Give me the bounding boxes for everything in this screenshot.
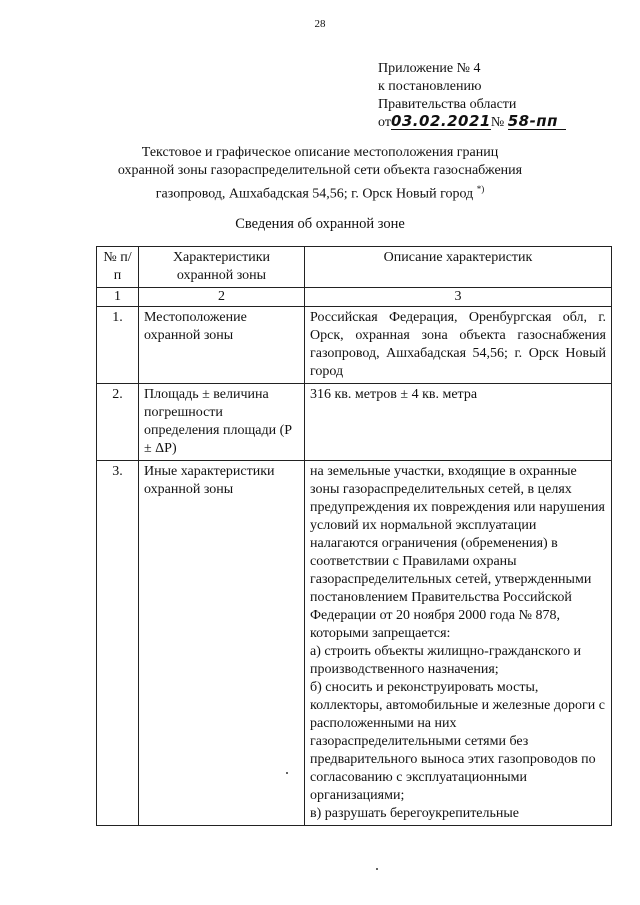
title-line-3 xyxy=(100,180,540,204)
annex-date-line xyxy=(378,114,566,132)
table-header-row xyxy=(97,247,612,288)
row-number: 1. xyxy=(97,307,139,384)
header-characteristics: Характеристики охранной зоны xyxy=(139,247,305,288)
title-line-2: охранной зоны газораспределительной сети объекта газоснабжения xyxy=(117,163,523,178)
scan-speck xyxy=(376,868,378,870)
row-description xyxy=(305,461,612,826)
table-numbering-row xyxy=(97,288,612,307)
header-number: № п/п xyxy=(97,247,139,288)
annex-authority: Правительства области xyxy=(378,97,517,112)
clause-b: б) сносить и реконструировать мосты, коллекторы, автомобильные и железные дороги с расположенными на них газораспределительными сетями без предварительного выноса этих газопроводов по согласованию с эксплуатационными организациями; xyxy=(310,680,605,803)
annex-block xyxy=(378,60,566,132)
footnote-mark: *) xyxy=(476,184,485,194)
table-row xyxy=(97,461,612,826)
page-number: 28 xyxy=(314,18,326,30)
zone-table xyxy=(96,246,612,826)
handwritten-date: 03.02.2021 xyxy=(390,112,491,130)
row-description: 316 кв. метров ± 4 кв. метра xyxy=(305,384,612,461)
column-number-1: 1 xyxy=(97,288,139,307)
title-line-1: Текстовое и графическое описание местоположения границ xyxy=(141,145,499,160)
header-description: Описание характеристик xyxy=(305,247,612,288)
annex-reference: к постановлению xyxy=(378,79,482,94)
scan-speck xyxy=(286,772,288,774)
date-prefix: от xyxy=(378,115,391,130)
row-description: Российская Федерация, Оренбургская обл, г. Орск, охранная зона объекта газоснабжения газопровод, Ашхабадская 54,56; г. Орск Новый город xyxy=(305,307,612,384)
column-number-2: 2 xyxy=(139,288,305,307)
section-heading: Сведения об охранной зоне xyxy=(235,216,405,232)
column-number-3: 3 xyxy=(305,288,612,307)
clause-a: а) строить объекты жилищно-гражданского и производственного назначения; xyxy=(310,644,581,677)
document-title xyxy=(100,144,540,204)
number-prefix: № xyxy=(490,115,505,130)
table-row xyxy=(97,384,612,461)
title-line-3-text: газопровод, Ашхабадская 54,56; г. Орск Новый город xyxy=(155,186,474,202)
table-row xyxy=(97,307,612,384)
handwritten-number: 58-пп xyxy=(508,114,566,130)
clause-c: в) разрушать берегоукрепительные xyxy=(310,806,520,821)
row-number: 2. xyxy=(97,384,139,461)
row-characteristic: Иные характеристики охранной зоны xyxy=(139,461,305,826)
row-characteristic: Площадь ± величина погрешности определения площади (Р ± ΔР) xyxy=(139,384,305,461)
row-characteristic: Местоположение охранной зоны xyxy=(139,307,305,384)
annex-title: Приложение № 4 xyxy=(378,61,481,76)
row-number: 3. xyxy=(97,461,139,826)
restrictions-intro: на земельные участки, входящие в охранные зоны газораспределительных сетей, в целях предупреждения их повреждения или нарушения условий их нормальной эксплуатации налагаются ограничения (обременения) в соответствии с Правилами охраны газораспределительных сетей, утвержденными постановлением Правительства Российской Федерации от 20 ноября 2000 года № 878, которыми запрещается: xyxy=(310,464,605,641)
